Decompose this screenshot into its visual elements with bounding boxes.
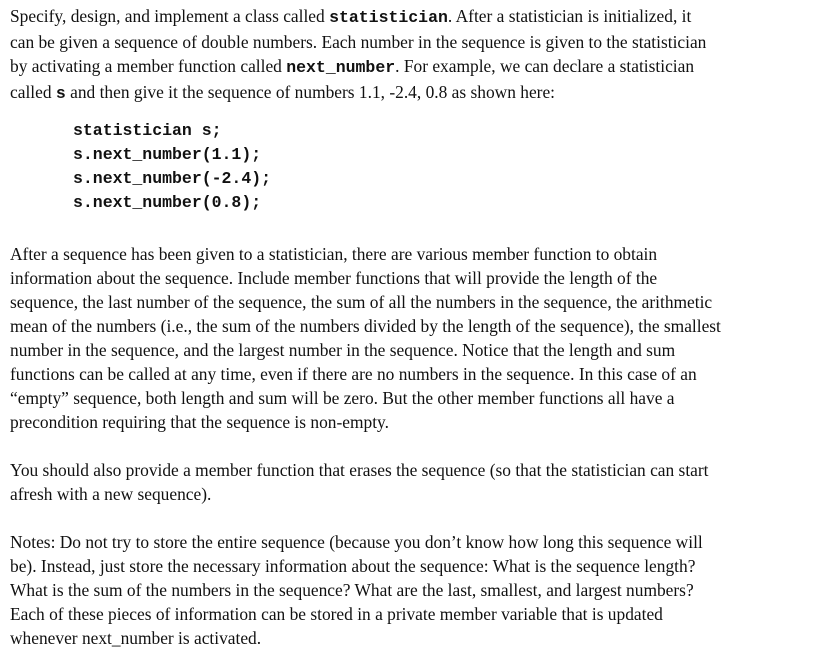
paragraph-line: sequence, the last number of the sequence, the sum of all the numbers in the sequence, the arithmetic bbox=[10, 292, 713, 312]
paragraph-line: whenever next_number is activated. bbox=[10, 628, 262, 648]
paragraph-line: precondition requiring that the sequence is non-empty. bbox=[10, 412, 389, 432]
intro-line-4 bbox=[10, 80, 816, 106]
erase-paragraph bbox=[10, 458, 816, 506]
paragraph-line: What is the sum of the numbers in the sequence? What are the last, smallest, and largest numbers? bbox=[10, 580, 694, 600]
intro-paragraph bbox=[10, 4, 816, 106]
paragraph-line: Each of these pieces of information can be stored in a private member variable that is updated bbox=[10, 604, 663, 624]
inline-code-s: s bbox=[55, 84, 66, 103]
paragraph-line: information about the sequence. Include member functions that will provide the length of the bbox=[10, 268, 658, 288]
functions-paragraph bbox=[10, 242, 816, 434]
intro-text: . After a statistician is initialized, it bbox=[447, 6, 692, 26]
code-example bbox=[73, 119, 816, 215]
intro-line-2: can be given a sequence of double numbers. Each number in the sequence is given to the statistician bbox=[10, 32, 707, 52]
paragraph-line: Notes: Do not try to store the entire sequence (because you don’t know how long this sequence will bbox=[10, 532, 703, 552]
intro-line-1 bbox=[10, 4, 816, 30]
paragraph-line: be). Instead, just store the necessary information about the sequence: What is the sequence length? bbox=[10, 556, 696, 576]
code-line: s.next_number(-2.4); bbox=[73, 169, 272, 188]
code-line: s.next_number(0.8); bbox=[73, 193, 262, 212]
notes-paragraph bbox=[10, 530, 816, 650]
paragraph-line: mean of the numbers (i.e., the sum of the numbers divided by the length of the sequence), the smallest bbox=[10, 316, 721, 336]
intro-text: Specify, design, and implement a class called bbox=[10, 6, 330, 26]
paragraph-line: You should also provide a member function that erases the sequence (so that the statistician can start bbox=[10, 460, 709, 480]
intro-line-3 bbox=[10, 54, 816, 80]
code-line: s.next_number(1.1); bbox=[73, 145, 262, 164]
inline-code-next-number: next_number bbox=[286, 58, 396, 77]
paragraph-line: “empty” sequence, both length and sum will be zero. But the other member functions all have a bbox=[10, 388, 675, 408]
paragraph-line: functions can be called at any time, even if there are no numbers in the sequence. In this case of an bbox=[10, 364, 697, 384]
inline-code-statistician: statistician bbox=[329, 8, 448, 27]
intro-text: and then give it the sequence of numbers 1.1, -2.4, 0.8 as shown here: bbox=[65, 82, 556, 102]
intro-text: called bbox=[10, 82, 56, 102]
paragraph-line: number in the sequence, and the largest number in the sequence. Notice that the length and sum bbox=[10, 340, 676, 360]
intro-text: by activating a member function called bbox=[10, 56, 287, 76]
intro-text: . For example, we can declare a statistician bbox=[395, 56, 695, 76]
code-line: statistician s; bbox=[73, 121, 222, 140]
paragraph-line: afresh with a new sequence). bbox=[10, 484, 212, 504]
document-page bbox=[10, 4, 816, 650]
paragraph-line: After a sequence has been given to a statistician, there are various member function to obtain bbox=[10, 244, 658, 264]
